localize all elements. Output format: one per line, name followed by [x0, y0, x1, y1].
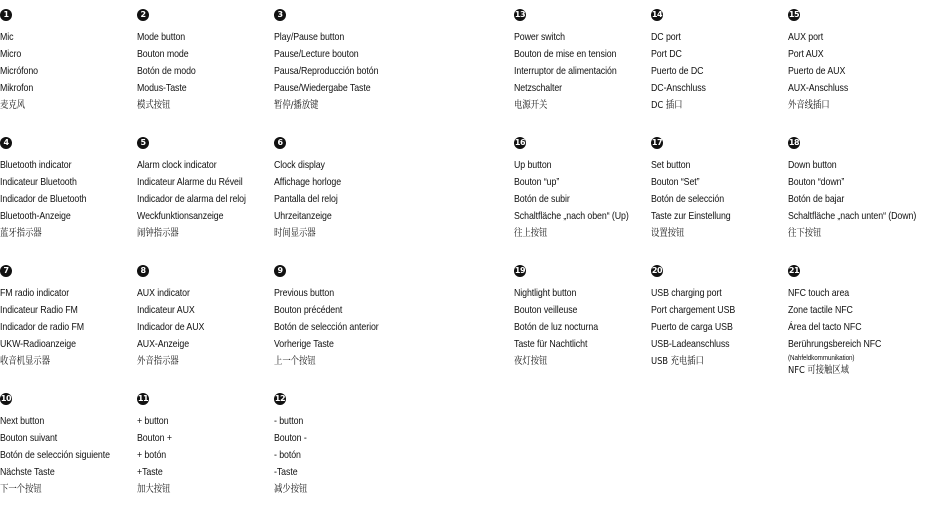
legend-item-3	[274, 4, 406, 114]
item-label-line: - botón	[274, 449, 301, 461]
item-label-line: Port DC	[651, 48, 682, 60]
item-label-line: 收音机显示器	[0, 356, 50, 367]
item-label-line: Uhrzeitanzeige	[274, 210, 332, 222]
item-label-line: Bouton -	[274, 432, 307, 444]
item-label-line: Up button	[514, 159, 552, 171]
item-label-line: Área del tacto NFC	[788, 321, 862, 333]
item-label-line: FM radio indicator	[0, 287, 70, 299]
item-label-line: Bouton précédent	[274, 304, 343, 316]
legend-item-7	[0, 260, 132, 370]
item-label-line: 麦克风	[0, 100, 25, 111]
item-label-line: +Taste	[137, 466, 163, 478]
item-label-line: DC port	[651, 31, 681, 43]
item-label-line: DC-Anschluss	[651, 82, 706, 94]
legend-item-19	[514, 260, 646, 370]
item-label-line: -Taste	[274, 466, 298, 478]
item-number-badge: 1	[0, 9, 12, 21]
item-label-line: Botón de selección anterior	[274, 321, 379, 333]
item-label-line: Clock display	[274, 159, 325, 171]
legend-item-12	[274, 388, 406, 498]
item-label-line: Affichage horloge	[274, 176, 342, 188]
item-label-line: 暂停/播放键	[274, 100, 319, 111]
legend-item-10	[0, 388, 132, 498]
item-number-badge: 19	[514, 266, 526, 275]
item-label-line: NFC 可接触区域	[788, 365, 849, 376]
item-number-badge: 3	[274, 9, 286, 21]
item-label-line: Schaltfläche „nach oben“ (Up)	[514, 210, 629, 222]
legend-item-20	[651, 260, 783, 370]
item-label-line: 设置按钮	[651, 228, 685, 239]
item-label-line: UKW-Radioanzeige	[0, 338, 76, 350]
item-label-line: Micro	[0, 48, 22, 60]
item-label-line: Bouton “Set”	[651, 176, 700, 188]
item-label-line: Vorherige Taste	[274, 338, 334, 350]
legend-item-6	[274, 132, 406, 242]
legend-item-18	[788, 132, 920, 242]
item-label-line: AUX-Anschluss	[788, 82, 849, 94]
legend-item-1	[0, 4, 132, 114]
item-number-badge: 10	[0, 394, 12, 403]
item-label-line: Play/Pause button	[274, 31, 345, 43]
item-label-line: Mikrofon	[0, 82, 34, 94]
item-label-line: Puerto de AUX	[788, 65, 846, 77]
item-label-line: Micrófono	[0, 65, 38, 77]
legend-item-17	[651, 132, 783, 242]
item-label-line: 下一个按钮	[0, 484, 42, 495]
item-number-badge: 14	[651, 10, 663, 19]
item-label-line: 外音指示器	[137, 356, 179, 367]
item-label-line: Netzschalter	[514, 82, 563, 94]
item-label-line: Port chargement USB	[651, 304, 736, 316]
item-label-line: 往下按钮	[788, 228, 822, 239]
item-number-badge: 9	[274, 265, 286, 277]
item-label-line: Mode button	[137, 31, 186, 43]
item-label-line: Berührungsbereich NFC	[788, 338, 882, 350]
item-label-line: Bouton mode	[137, 48, 189, 60]
item-label-line: Down button	[788, 159, 837, 171]
item-label-line: 模式按钮	[137, 100, 171, 111]
item-label-line: Botón de modo	[137, 65, 196, 77]
item-label-line: Botón de selección siguiente	[0, 449, 110, 461]
item-label-line: Alarm clock indicator	[137, 159, 217, 171]
item-label-line: USB-Ladeanschluss	[651, 338, 730, 350]
legend-item-9	[274, 260, 406, 370]
item-label-line: Pausa/Reproducción botón	[274, 65, 379, 77]
item-label-line: 时间显示器	[274, 228, 316, 239]
legend-item-8	[137, 260, 269, 370]
item-label-line: 夜灯按钮	[514, 356, 548, 367]
item-number-badge: 12	[274, 394, 286, 403]
item-label-line: Modus-Taste	[137, 82, 187, 94]
item-number-badge: 18	[788, 138, 800, 147]
item-label-line: Schaltfläche „nach unten“ (Down)	[788, 210, 917, 222]
item-label-line: Next button	[0, 415, 45, 427]
legend-item-21	[788, 260, 920, 379]
item-label-line: 往上按钮	[514, 228, 548, 239]
item-label-line: (Nahfeldkommunikation)	[788, 353, 855, 362]
item-label-line: 减少按钮	[274, 484, 308, 495]
item-number-badge: 5	[137, 137, 149, 149]
legend-item-11	[137, 388, 269, 498]
item-label-line: Port AUX	[788, 48, 824, 60]
item-label-line: 外音线插口	[788, 100, 830, 111]
item-label-line: 加大按钮	[137, 484, 171, 495]
item-label-line: AUX-Anzeige	[137, 338, 190, 350]
legend-item-2	[137, 4, 269, 114]
item-label-line: Botón de bajar	[788, 193, 845, 205]
legend-item-16	[514, 132, 646, 242]
item-label-line: Puerto de DC	[651, 65, 704, 77]
item-label-line: Pause/Lecture bouton	[274, 48, 359, 60]
item-label-line: AUX indicator	[137, 287, 190, 299]
item-label-line: - button	[274, 415, 304, 427]
item-label-line: Puerto de carga USB	[651, 321, 733, 333]
item-number-badge: 15	[788, 10, 800, 19]
item-label-line: Botón de subir	[514, 193, 570, 205]
item-label-line: Indicateur Bluetooth	[0, 176, 77, 188]
item-label-line: Indicateur Alarme du Réveil	[137, 176, 243, 188]
item-number-badge: 16	[514, 138, 526, 147]
item-label-line: + button	[137, 415, 169, 427]
legend-item-4	[0, 132, 132, 242]
item-label-line: Indicador de alarma del reloj	[137, 193, 246, 205]
item-label-line: AUX port	[788, 31, 824, 43]
item-label-line: Power switch	[514, 31, 565, 43]
item-label-line: USB 充电插口	[651, 356, 704, 367]
item-label-line: Indicador de Bluetooth	[0, 193, 87, 205]
legend-item-15	[788, 4, 920, 114]
item-label-line: Nächste Taste	[0, 466, 55, 478]
item-label-line: Mic	[0, 31, 14, 43]
item-label-line: Set button	[651, 159, 691, 171]
item-label-line: Indicateur Radio FM	[0, 304, 78, 316]
item-number-badge: 21	[788, 266, 800, 275]
item-label-line: Indicador de AUX	[137, 321, 205, 333]
item-number-badge: 6	[274, 137, 286, 149]
item-number-badge: 2	[137, 9, 149, 21]
item-label-line: Interruptor de alimentación	[514, 65, 617, 77]
item-label-line: 蓝牙指示器	[0, 228, 42, 239]
item-label-line: DC 插口	[651, 100, 683, 111]
item-label-line: Pantalla del reloj	[274, 193, 338, 205]
item-label-line: NFC touch area	[788, 287, 850, 299]
item-label-line: Bouton “down”	[788, 176, 845, 188]
item-label-line: Taste zur Einstellung	[651, 210, 731, 222]
item-label-line: 上一个按钮	[274, 356, 316, 367]
item-number-badge: 4	[0, 137, 12, 149]
item-number-badge: 13	[514, 10, 526, 19]
item-number-badge: 17	[651, 138, 663, 147]
item-label-line: Nightlight button	[514, 287, 577, 299]
item-label-line: Bouton +	[137, 432, 172, 444]
item-label-line: Bouton “up”	[514, 176, 560, 188]
item-label-line: Bluetooth-Anzeige	[0, 210, 71, 222]
item-label-line: Bouton suivant	[0, 432, 58, 444]
item-label-line: Zone tactile NFC	[788, 304, 853, 316]
item-number-badge: 11	[137, 394, 149, 403]
item-label-line: + botón	[137, 449, 167, 461]
legend-item-5	[137, 132, 269, 242]
item-label-line: Botón de luz nocturna	[514, 321, 599, 333]
item-label-line: Taste für Nachtlicht	[514, 338, 588, 350]
legend-item-14	[651, 4, 783, 114]
item-number-badge: 20	[651, 266, 663, 275]
item-label-line: Previous button	[274, 287, 335, 299]
item-label-line: Bouton veilleuse	[514, 304, 578, 316]
item-label-line: Indicateur AUX	[137, 304, 195, 316]
item-label-line: Indicador de radio FM	[0, 321, 85, 333]
item-label-line: USB charging port	[651, 287, 722, 299]
item-label-line: Weckfunktionsanzeige	[137, 210, 224, 222]
item-label-line: Botón de selección	[651, 193, 725, 205]
item-label-line: 闹钟指示器	[137, 228, 179, 239]
item-number-badge: 7	[0, 265, 12, 277]
item-label-line: Bluetooth indicator	[0, 159, 72, 171]
item-label-line: 电源开关	[514, 100, 548, 111]
item-number-badge: 8	[137, 265, 149, 277]
legend-item-13	[514, 4, 646, 114]
item-label-line: Bouton de mise en tension	[514, 48, 617, 60]
item-label-line: Pause/Wiedergabe Taste	[274, 82, 371, 94]
